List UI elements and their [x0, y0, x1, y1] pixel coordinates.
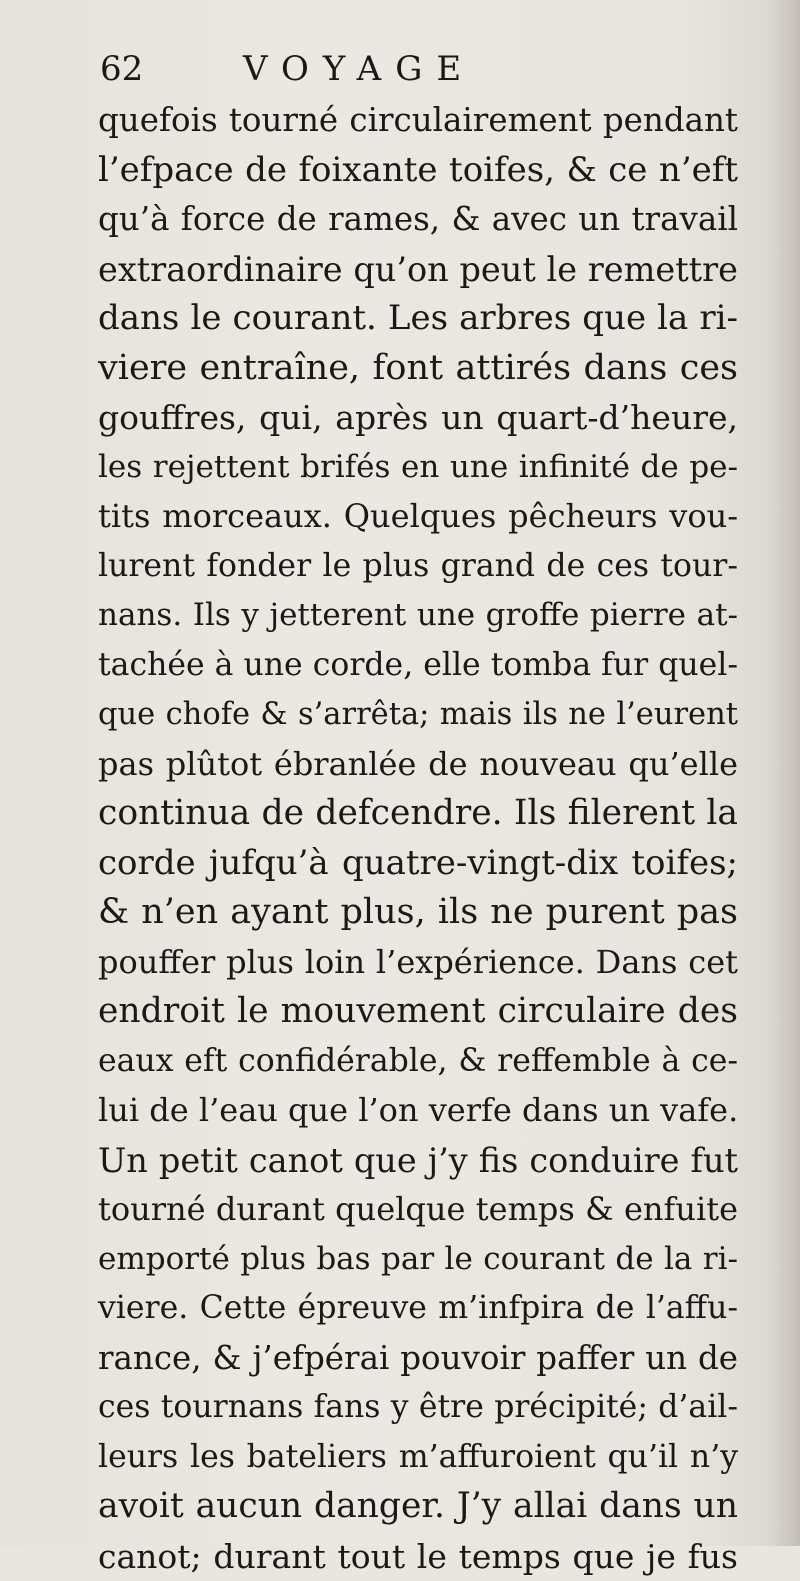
body-text: [98, 96, 738, 1581]
text-line: viere. Cette épreuve m’infpira de l’affu-: [98, 1284, 738, 1334]
text-line: Un petit canot que j’y fis conduire fut: [98, 1136, 738, 1186]
running-title: VOYAGE: [243, 44, 475, 94]
text-line: canot; durant tout le temps que je fus: [98, 1532, 738, 1581]
text-line: les rejettent brifés en une infinité de pe-: [98, 443, 738, 493]
text-line: nans. Ils y jetterent une groffe pierre at-: [98, 591, 738, 641]
text-line: pouffer plus loin l’expérience. Dans cet: [98, 938, 738, 988]
text-line: leurs les bateliers m’affuroient qu’il n’y: [98, 1433, 738, 1483]
text-line: dans le courant. Les arbres que la ri-: [98, 294, 738, 344]
text-line: avoit aucun danger. J’y allai dans un: [98, 1482, 738, 1532]
text-line: continua de defcendre. Ils filerent la: [98, 789, 738, 839]
text-line: tachée à une corde, elle tomba fur quel-: [98, 641, 738, 691]
text-line: qu’à force de rames, & avec un travail: [98, 195, 738, 245]
page-edge-shadow: [770, 0, 800, 1546]
text-line: tourné durant quelque temps & enfuite: [98, 1185, 738, 1235]
text-line: gouffres, qui, après un quart-d’heure,: [98, 393, 738, 443]
text-line: ces tournans fans y être précipité; d’ail-: [98, 1383, 738, 1433]
text-line: tits morceaux. Quelques pêcheurs vou-: [98, 492, 738, 542]
text-line: & n’en ayant plus, ils ne purent pas: [98, 888, 738, 938]
text-line: l’efpace de foixante toifes, & ce n’eft: [98, 146, 738, 196]
text-line: viere entraîne, font attirés dans ces: [98, 344, 738, 394]
text-line: lurent fonder le plus grand de ces tour-: [98, 542, 738, 592]
page-number: 62: [100, 44, 143, 94]
text-line: lui de l’eau que l’on verfe dans un vafe.: [98, 1086, 738, 1136]
page-header: [100, 44, 700, 94]
text-line: eaux eft confidérable, & reffemble à ce-: [98, 1037, 738, 1087]
text-line: rance, & j’efpérai pouvoir paffer un de: [98, 1334, 738, 1384]
text-line: pas plûtot ébranlée de nouveau qu’elle: [98, 740, 738, 790]
text-line: emporté plus bas par le courant de la ri-: [98, 1235, 738, 1285]
text-line: extraordinaire qu’on peut le remettre: [98, 245, 738, 295]
text-line: que chofe & s’arrêta; mais ils ne l’eurent: [98, 690, 738, 740]
text-line: endroit le mouvement circulaire des: [98, 987, 738, 1037]
text-line: quefois tourné circulairement pendant: [98, 96, 738, 146]
text-line: corde jufqu’à quatre-vingt-dix toifes;: [98, 839, 738, 889]
